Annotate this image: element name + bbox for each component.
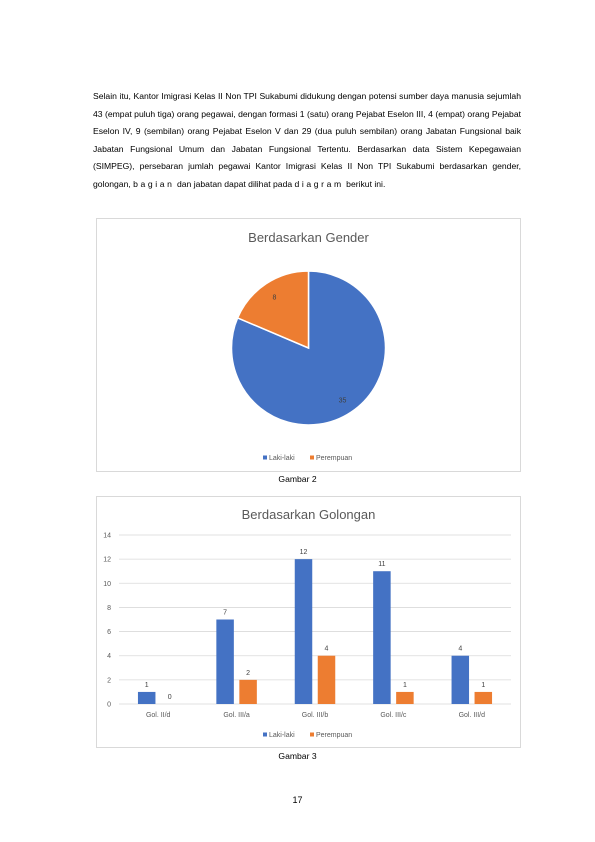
pie-data-label: 35 [338,397,347,405]
bar-data-label: 7 [223,609,228,617]
bar-laki-laki [295,559,313,704]
bar-perempuan [239,680,257,704]
paragraph-text-3: berikut ini. [346,178,386,189]
golongan-chart-frame [96,496,521,748]
golongan-bar-chart [97,497,520,747]
figure-caption-3: Gambar 3 [278,751,317,761]
bar-data-label: 1 [144,681,149,689]
legend-marker [263,456,267,460]
y-tick-label: 0 [107,701,111,709]
gender-pie-chart [97,219,520,471]
legend-marker [310,733,314,737]
legend-label: Laki-laki [269,455,295,462]
y-tick-label: 4 [107,653,111,661]
legend-label: Perempuan [316,455,353,462]
bar-data-label: 1 [481,681,486,689]
bar-laki-laki [373,571,391,704]
gender-chart-title: Berdasarkan Gender [248,230,369,245]
legend-marker [310,456,314,460]
bar-perempuan [396,692,414,704]
y-tick-label: 6 [107,629,111,637]
paragraph-text-2: dan jabatan dapat dilihat pada [176,178,293,189]
bar-laki-laki [452,656,470,704]
bar-laki-laki [216,620,234,705]
x-tick-label: Gol. III/a [223,712,250,719]
y-tick-label: 10 [103,580,111,588]
x-tick-label: Gol. III/b [301,712,329,719]
bar-perempuan [475,692,493,704]
bar-data-label: 4 [324,645,329,653]
x-tick-label: Gol. III/c [380,712,407,719]
x-tick-label: Gol. III/d [458,712,486,719]
paragraph-text-1: Selain itu, Kantor Imigrasi Kelas II Non TPI Sukabumi didukung dengan potensi sumber daya manusia sejumlah 43 (empat puluh tiga) orang pegawai, dengan formasi 1 (satu) orang Pejabat Eselon III, 4 (empat) orang Pejabat Eselon IV, 9 (sembilan) orang Pejabat Eselon V dan 29 (dua puluh sembilan) orang Jabatan Fungsional baik Jabatan Fungsional Umum dan Jabatan Fungsional Tertentu. Berdasarkan data Sistem Kepegawaian (SIMPEG), persebaran jumlah pegawai Kantor Imigrasi Kelas II Non TPI Sukabumi berdasarkan gender, golongan, [93,91,521,189]
paragraph-word-diagram: diagram [294,178,344,189]
bar-laki-laki [138,692,156,704]
y-tick-label: 8 [107,604,111,612]
bar-data-label: 0 [167,694,172,701]
legend-marker [263,733,267,737]
bar-data-label: 4 [458,645,463,653]
legend-label: Laki-laki [269,732,295,739]
figure-caption-2: Gambar 2 [278,474,317,484]
gender-chart-frame [96,218,521,472]
y-tick-label: 12 [103,556,111,564]
body-paragraph [93,88,521,194]
bar-perempuan [318,656,336,704]
x-tick-label: Gol. II/d [145,712,171,719]
legend-label: Perempuan [316,732,353,739]
y-tick-label: 2 [107,677,111,685]
bar-data-label: 11 [378,561,386,569]
paragraph-word-bagian: bagian [133,178,175,189]
bar-data-label: 12 [299,549,308,557]
y-tick-label: 14 [103,532,111,540]
bar-data-label: 2 [246,669,251,677]
golongan-chart-title: Berdasarkan Golongan [241,507,376,522]
pie-data-label: 8 [272,294,277,302]
page-number: 17 [292,795,303,805]
bar-data-label: 1 [402,681,407,689]
